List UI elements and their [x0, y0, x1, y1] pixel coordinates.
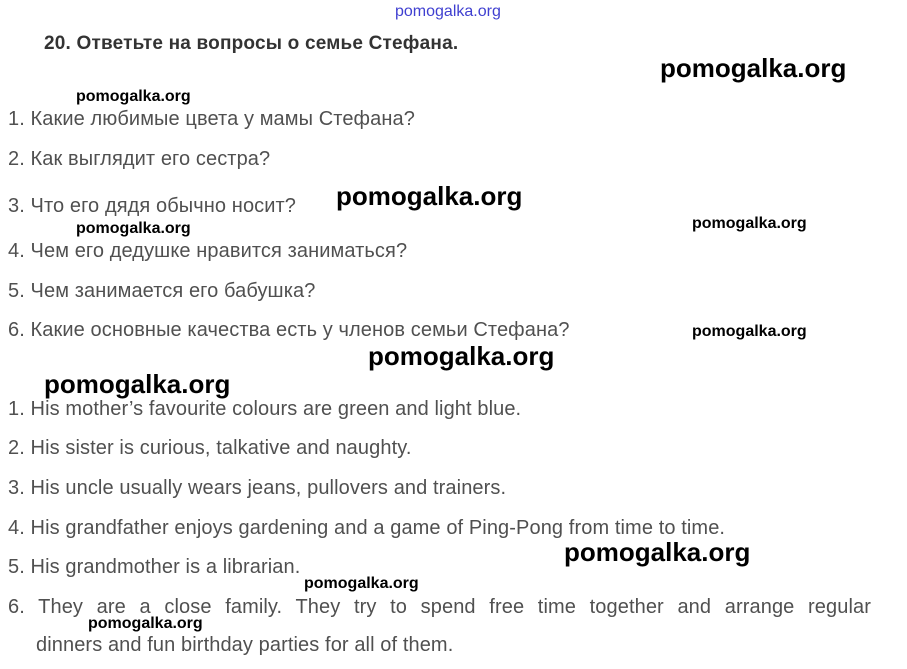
answer-1: 1. His mother’s favourite colours are green and light blue.: [8, 398, 522, 420]
watermark: pomogalka.org: [76, 220, 191, 237]
exercise-title: [44, 33, 458, 55]
watermark: pomogalka.org: [76, 88, 191, 105]
watermark: pomogalka.org: [564, 537, 751, 567]
answer-3: 3. His uncle usually wears jeans, pullovers and trainers.: [8, 477, 507, 499]
exercise-title-text: Ответьте на вопросы о семье Стефана.: [76, 33, 459, 54]
question-5: 5. Чем занимается его бабушка?: [8, 280, 316, 302]
question-6: 6. Какие основные качества есть у членов семьи Стефана?: [8, 319, 570, 341]
watermark-top: pomogalka.org: [395, 3, 501, 20]
answer-6-line-2: dinners and fun birthday parties for all of them.: [36, 634, 454, 656]
question-3: 3. Что его дядя обычно носит?: [8, 195, 297, 217]
answer-5: 5. His grandmother is a librarian.: [8, 556, 301, 578]
watermark: pomogalka.org: [660, 53, 847, 83]
answer-2: 2. His sister is curious, talkative and naughty.: [8, 437, 412, 459]
question-4: 4. Чем его дедушке нравится заниматься?: [8, 240, 408, 262]
exercise-number: 20.: [44, 33, 72, 54]
watermark: pomogalka.org: [336, 181, 523, 211]
answer-6-line-1: 6. They are a close family. They try to spend free time together and arrange regular: [8, 596, 871, 618]
watermark: pomogalka.org: [88, 615, 203, 632]
watermark: pomogalka.org: [368, 341, 555, 371]
answer-4: 4. His grandfather enjoys gardening and a game of Ping-Pong from time to time.: [8, 517, 726, 539]
watermark: pomogalka.org: [304, 575, 419, 592]
question-2: 2. Как выглядит его сестра?: [8, 148, 271, 170]
watermark: pomogalka.org: [44, 369, 231, 399]
watermark: pomogalka.org: [692, 215, 807, 232]
question-1: 1. Какие любимые цвета у мамы Стефана?: [8, 108, 415, 130]
watermark: pomogalka.org: [692, 323, 807, 340]
